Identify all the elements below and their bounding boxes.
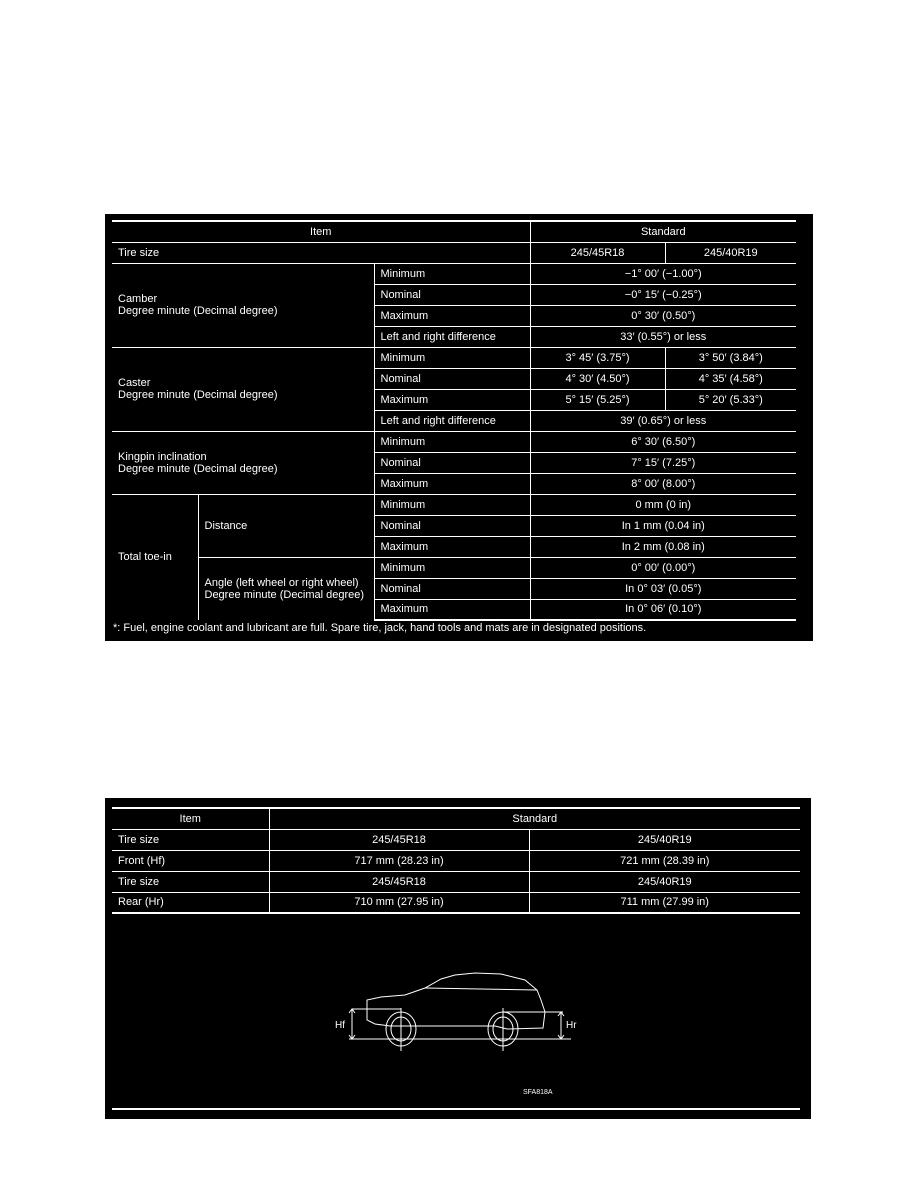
ride-height-table	[112, 807, 800, 914]
camber-min-value: −1° 00′ (−1.00°)	[530, 263, 796, 284]
caster-max-col2: 5° 20′ (5.33°)	[665, 389, 796, 410]
caster-row-min	[112, 347, 796, 368]
caster-nom-col2: 4° 35′ (4.58°)	[665, 368, 796, 389]
camber-title: Camber	[118, 293, 158, 305]
toe-angle-label	[198, 557, 374, 620]
rh-tire-label-1: Tire size	[112, 829, 269, 850]
tire-size-col1: 245/45R18	[530, 242, 665, 263]
toe-distance-min-label: Minimum	[374, 494, 530, 515]
rh-tire-row-1	[112, 829, 800, 850]
camber-diff-value: 33′ (0.55°) or less	[530, 326, 796, 347]
kingpin-unit: Degree minute (Decimal degree)	[118, 462, 278, 475]
toe-distance-min-value: 0 mm (0 in)	[530, 494, 796, 515]
kingpin-nom-label: Nominal	[374, 452, 530, 473]
wheel-alignment-table	[112, 220, 796, 621]
rh-item-header: Item	[112, 808, 269, 829]
caster-title: Caster	[118, 377, 151, 389]
camber-max-value: 0° 30′ (0.50°)	[530, 305, 796, 326]
standard-header: Standard	[530, 221, 796, 242]
kingpin-label	[112, 431, 374, 494]
caster-nom-label: Nominal	[374, 368, 530, 389]
kingpin-max-value: 8° 00′ (8.00°)	[530, 473, 796, 494]
toe-angle-min-label: Minimum	[374, 557, 530, 578]
ride-height-panel	[105, 798, 811, 1119]
tire-size-label: Tire size	[112, 242, 530, 263]
toe-angle-unit: Degree minute (Decimal degree)	[204, 588, 365, 601]
tire-size-col2: 245/40R19	[665, 242, 796, 263]
toe-distance-max-value: In 2 mm (0.08 in)	[530, 536, 796, 557]
diagram-code: SFA818A	[523, 1089, 553, 1096]
rh-tire-col1-2: 245/45R18	[269, 871, 529, 892]
rh-front-label: Front (Hf)	[112, 850, 269, 871]
rear-wheel	[488, 1008, 518, 1051]
caster-max-col1: 5° 15′ (5.25°)	[530, 389, 665, 410]
rh-tire-col1-1: 245/45R18	[269, 829, 529, 850]
hr-label: Hr	[566, 1020, 577, 1031]
camber-unit: Degree minute (Decimal degree)	[118, 305, 278, 317]
toe-distance-nom-value: In 1 mm (0.04 in)	[530, 515, 796, 536]
car-roofline	[425, 988, 537, 990]
header-row	[112, 221, 796, 242]
caster-min-label: Minimum	[374, 347, 530, 368]
toe-angle-min-value: 0° 00′ (0.00°)	[530, 557, 796, 578]
toe-angle-max-label: Maximum	[374, 599, 530, 620]
toe-angle-nom-label: Nominal	[374, 578, 530, 599]
alignment-footnote: *: Fuel, engine coolant and lubricant are full. Spare tire, jack, hand tools and mats are in designated positions.	[113, 622, 647, 634]
camber-min-label: Minimum	[374, 263, 530, 284]
rh-rear-col2: 711 mm (27.99 in)	[529, 892, 800, 913]
rh-rear-col1: 710 mm (27.95 in)	[269, 892, 529, 913]
rh-front-row	[112, 850, 800, 871]
kingpin-title: Kingpin inclination	[118, 450, 207, 463]
front-wheel	[386, 1008, 416, 1051]
caster-min-col2: 3° 50′ (3.84°)	[665, 347, 796, 368]
camber-label	[112, 263, 374, 347]
camber-max-label: Maximum	[374, 305, 530, 326]
rh-front-col1: 717 mm (28.23 in)	[269, 850, 529, 871]
rh-rear-row	[112, 892, 800, 913]
camber-nom-value: −0° 15′ (−0.25°)	[530, 284, 796, 305]
caster-min-col1: 3° 45′ (3.75°)	[530, 347, 665, 368]
rh-tire-label-2: Tire size	[112, 871, 269, 892]
tire-size-row	[112, 242, 796, 263]
caster-label	[112, 347, 374, 431]
rh-tire-col2-1: 245/40R19	[529, 829, 800, 850]
toe-angle-row-min	[112, 557, 796, 578]
toe-label: Total toe-in	[112, 494, 198, 620]
toe-distance-row-min	[112, 494, 796, 515]
rh-header-row	[112, 808, 800, 829]
kingpin-nom-value: 7° 15′ (7.25°)	[530, 452, 796, 473]
toe-distance-max-label: Maximum	[374, 536, 530, 557]
kingpin-min-value: 6° 30′ (6.50°)	[530, 431, 796, 452]
kingpin-max-label: Maximum	[374, 473, 530, 494]
rh-tire-col2-2: 245/40R19	[529, 871, 800, 892]
rh-tire-row-2	[112, 871, 800, 892]
toe-distance-label: Distance	[198, 494, 374, 557]
toe-angle-title: Angle (left wheel or right wheel)	[204, 576, 359, 589]
wheel-alignment-panel	[105, 214, 813, 641]
caster-nom-col1: 4° 30′ (4.50°)	[530, 368, 665, 389]
rh-rear-label: Rear (Hr)	[112, 892, 269, 913]
item-header: Item	[112, 221, 530, 242]
rh-front-col2: 721 mm (28.39 in)	[529, 850, 800, 871]
kingpin-min-label: Minimum	[374, 431, 530, 452]
camber-nom-label: Nominal	[374, 284, 530, 305]
camber-row-min	[112, 263, 796, 284]
rh-standard-header: Standard	[269, 808, 800, 829]
toe-angle-nom-value: In 0° 03′ (0.05°)	[530, 578, 796, 599]
toe-angle-max-value: In 0° 06′ (0.10°)	[530, 599, 796, 620]
caster-diff-value: 39′ (0.65°) or less	[530, 410, 796, 431]
ride-height-diagram	[105, 916, 811, 1119]
caster-unit: Degree minute (Decimal degree)	[118, 389, 278, 401]
toe-distance-nom-label: Nominal	[374, 515, 530, 536]
camber-diff-label: Left and right difference	[374, 326, 530, 347]
kingpin-row-min	[112, 431, 796, 452]
hf-label: Hf	[335, 1020, 345, 1031]
caster-max-label: Maximum	[374, 389, 530, 410]
caster-diff-label: Left and right difference	[374, 410, 530, 431]
